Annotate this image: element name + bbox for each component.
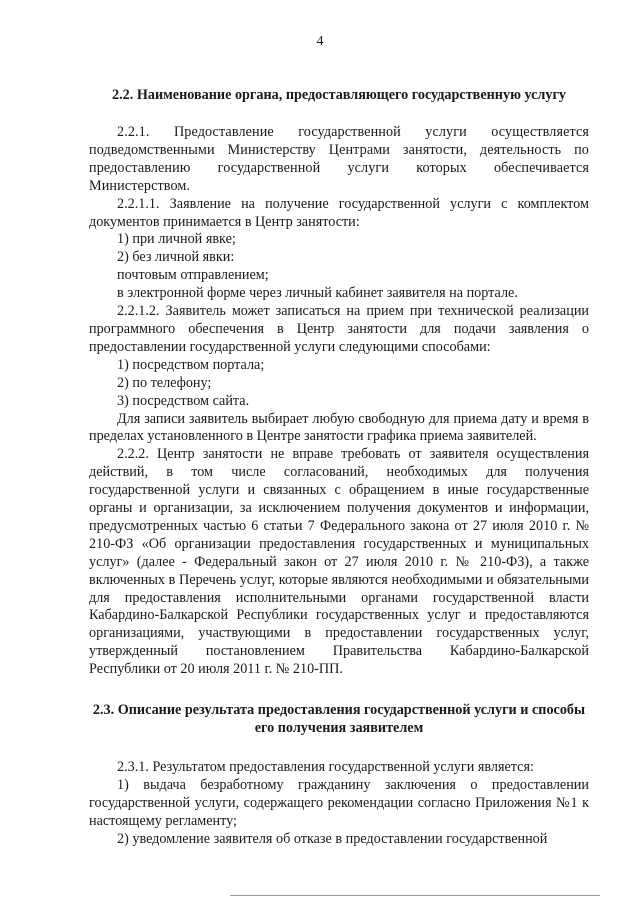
list-item: 2) по телефону; xyxy=(117,374,212,391)
result-item-2: 2) уведомление заявителя об отказе в предоставлении государственной xyxy=(117,830,548,847)
list-item: 3) посредством сайта. xyxy=(117,392,250,409)
page-bottom-rule xyxy=(230,895,600,896)
section-heading-2-3: 2.3. Описание результата предоставления государственной услуги и способы его получения заявителем xyxy=(92,702,586,737)
list-item: 1) при личной явке; xyxy=(117,231,236,248)
paragraph-2-3-1: 2.3.1. Результатом предоставления государственной услуги является: xyxy=(117,759,534,776)
list-item: в электронной форме через личный кабинет заявителя на портале. xyxy=(117,285,518,302)
result-item-1: 1) выдача безработному гражданину заключения о предоставлении государственной услуги, содержащего рекомендации согласно Приложения №1 к настоящему регламенту; xyxy=(89,777,589,829)
paragraph-2-2-1-1: 2.2.1.1. Заявление на получение государственной услуги с комплектом документов принимается в Центр занятости: xyxy=(89,195,589,230)
paragraph-record: Для записи заявитель выбирает любую свободную для приема дату и время в пределах установленного в Центре занятости графика приема заявителей. xyxy=(89,410,589,445)
list-item: 2) без личной явки: xyxy=(117,249,235,266)
paragraph-2-2-1: 2.2.1. Предоставление государственной услуги осуществляется подведомственными Министерству Центрами занятости, деятельность по предоставлению государственной услуги которых обеспечивается Министерством. xyxy=(89,124,589,194)
paragraph-2-2-2: 2.2.2. Центр занятости не вправе требовать от заявителя осуществления действий, в том числе согласований, необходимых для получения государственной услуги и связанных с обращением в иные государственные органы и организации, за исключением получения документов и информации, предусмотренных частью 6 статьи 7 Федерального закона от 27 июля 2010 г. № 210-ФЗ «Об организации предоставления государственных и муниципальных услуг» (далее - Федеральный закон от 27 июля 2010 г. № 210-ФЗ), а также включенных в Перечень услуг, которые являются необходимыми и обязательными для предоставления исполнительными органами государственной власти Кабардино-Балкарской Республики государственных услуг и предоставляются организациями, участвующими в предоставлении государственных услуг, утвержденный постановлением Правительства Кабардино-Балкарской Республики от 20 июля 2011 г. № 210-ПП. xyxy=(89,446,589,678)
document-content xyxy=(89,86,589,849)
list-item: почтовым отправлением; xyxy=(117,267,269,284)
section-heading-2-2: 2.2. Наименование органа, предоставляющего государственную услугу xyxy=(111,87,567,103)
page-number: 4 xyxy=(316,34,324,49)
list-item: 1) посредством портала; xyxy=(117,356,265,373)
paragraph-2-2-1-2: 2.2.1.2. Заявитель может записаться на прием при технической реализации программного обеспечения в Центр занятости для подачи заявления о предоставлении государственной услуги следующими способами: xyxy=(89,303,589,355)
